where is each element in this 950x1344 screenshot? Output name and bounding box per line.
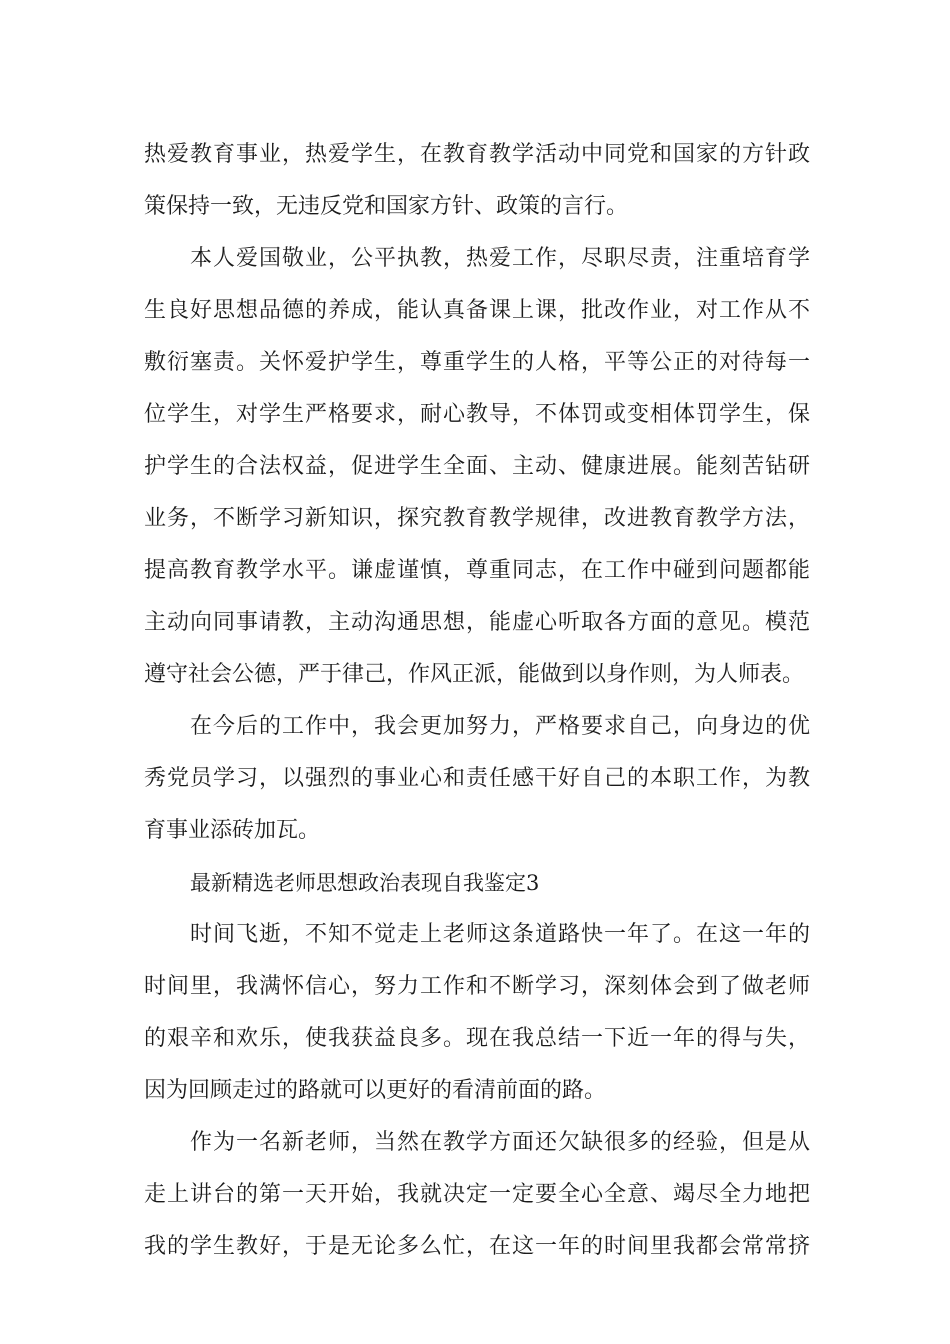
text-line: 热爱教育事业，热爱学生，在教育教学活动中同党和国家的方针政	[144, 142, 810, 167]
paragraph-first-line: 时间飞逝，不知不觉走上老师这条道路快一年了。在这一年的	[190, 922, 810, 947]
paragraph-first-line: 作为一名新老师，当然在教学方面还欠缺很多的经验，但是从	[190, 1130, 810, 1155]
text-line: 策保持一致，无违反党和国家方针、政策的言行。	[144, 194, 629, 219]
text-line: 育事业添砖加瓦。	[144, 818, 321, 843]
paragraph-first-line: 本人爱国敬业，公平执教，热爱工作，尽职尽责，注重培育学	[190, 246, 810, 271]
text-line: 提高教育教学水平。谦虚谨慎，尊重同志，在工作中碰到问题都能	[144, 558, 810, 583]
text-line: 走上讲台的第一天开始，我就决定一定要全心全意、竭尽全力地把	[144, 1182, 810, 1207]
text-line: 敷衍塞责。关怀爱护学生，尊重学生的人格，平等公正的对待每一	[144, 350, 810, 375]
text-line: 的艰辛和欢乐，使我获益良多。现在我总结一下近一年的得与失，	[144, 1026, 810, 1051]
text-line: 时间里，我满怀信心，努力工作和不断学习，深刻体会到了做老师	[144, 974, 810, 999]
text-line: 遵守社会公德，严于律己，作风正派，能做到以身作则，为人师表。	[144, 662, 805, 687]
text-line: 秀党员学习，以强烈的事业心和责任感干好自己的本职工作，为教	[144, 766, 810, 791]
text-line: 生良好思想品德的养成，能认真备课上课，批改作业，对工作从不	[144, 298, 810, 323]
text-line: 我的学生教好，于是无论多么忙，在这一年的时间里我都会常常挤	[144, 1234, 810, 1259]
text-line: 护学生的合法权益，促进学生全面、主动、健康进展。能刻苦钻研	[144, 454, 810, 479]
text-line: 因为回顾走过的路就可以更好的看清前面的路。	[144, 1078, 607, 1103]
paragraph-first-line: 在今后的工作中，我会更加努力，严格要求自己，向身边的优	[190, 714, 810, 739]
text-line: 主动向同事请教，主动沟通思想，能虚心听取各方面的意见。模范	[144, 610, 810, 635]
document-body	[144, 129, 810, 1273]
section-heading: 最新精选老师思想政治表现自我鉴定3	[190, 871, 540, 895]
text-line: 位学生，对学生严格要求，耐心教导，不体罚或变相体罚学生，保	[144, 402, 810, 427]
text-line: 业务，不断学习新知识，探究教育教学规律，改进教育教学方法，	[144, 506, 810, 531]
